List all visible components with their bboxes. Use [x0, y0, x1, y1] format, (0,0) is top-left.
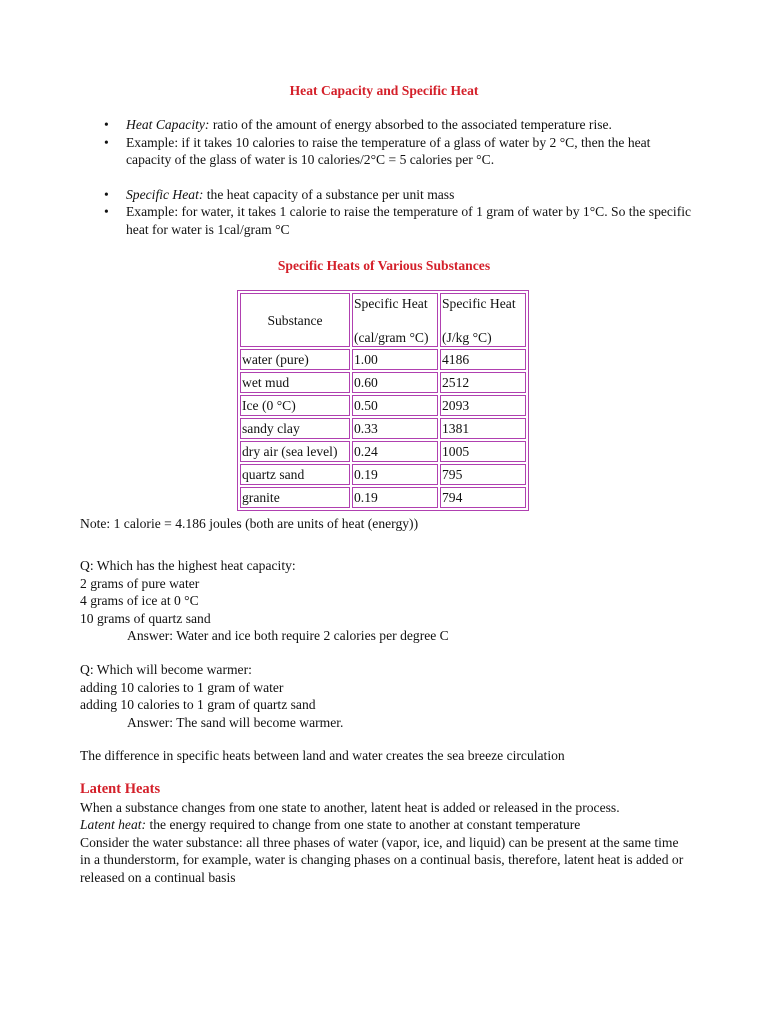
question-1 — [80, 557, 700, 645]
cell-substance: quartz sand — [240, 464, 350, 485]
header-label: Specific Heat — [354, 295, 428, 311]
table-row — [240, 349, 526, 370]
cell-substance: sandy clay — [240, 418, 350, 439]
cell-cal: 1.00 — [352, 349, 438, 370]
cell-j: 1381 — [440, 418, 526, 439]
question-1-answer: Answer: Water and ice both require 2 calories per degree C — [127, 628, 449, 643]
question-2 — [80, 661, 700, 731]
bullet-dot: • — [104, 204, 109, 219]
latent-heats-section — [80, 781, 700, 886]
cell-substance: wet mud — [240, 372, 350, 393]
question-1-option: 10 grams of quartz sand — [80, 610, 211, 626]
table-row — [240, 441, 526, 462]
bullet-heat-capacity-example — [104, 134, 694, 169]
cell-j: 4186 — [440, 349, 526, 370]
cell-cal: 0.19 — [352, 487, 438, 508]
specific-heats-table — [237, 290, 529, 511]
heat-capacity-bullets — [104, 116, 694, 238]
cell-j: 2512 — [440, 372, 526, 393]
table-row — [240, 372, 526, 393]
sea-breeze-text: The difference in specific heats between land and water creates the sea breeze circulation — [80, 748, 565, 763]
latent-line-2 — [80, 816, 700, 834]
note-text: Note: 1 calorie = 4.186 joules (both are units of heat (energy)) — [80, 516, 419, 531]
cell-j: 795 — [440, 464, 526, 485]
header-unit: (cal/gram °C) — [354, 329, 429, 345]
cell-j: 2093 — [440, 395, 526, 416]
cell-cal: 0.60 — [352, 372, 438, 393]
latent-line-3: Consider the water substance: all three phases of water (vapor, ice, and liquid) can be present at the same time — [80, 834, 679, 850]
bullet-dot: • — [104, 186, 109, 202]
bullet-dot: • — [104, 134, 109, 150]
cell-cal: 0.24 — [352, 441, 438, 462]
question-1-option: 4 grams of ice at 0 °C — [80, 593, 199, 608]
bullet-dot: • — [104, 117, 109, 132]
header-label: Specific Heat — [442, 295, 516, 311]
example-heat-capacity: Example: if it takes 10 calories to raise the temperature of a glass of water by 2 °C, then the heat capacity of the glass of water is 10 calories/2°C = 5 calories per °C. — [126, 134, 651, 167]
cell-substance: water (pure) — [240, 349, 350, 370]
cell-j: 794 — [440, 487, 526, 508]
header-substance-label: Substance — [267, 312, 323, 328]
latent-line-1: When a substance changes from one state to another, latent heat is added or released in the process. — [80, 799, 620, 815]
table-row — [240, 418, 526, 439]
latent-heats-heading: Latent Heats — [80, 781, 161, 797]
table-header-row — [240, 293, 526, 347]
bullet-heat-capacity — [104, 116, 694, 134]
question-2-option: adding 10 calories to 1 gram of quartz sand — [80, 697, 316, 712]
header-substance — [240, 293, 350, 347]
cell-substance: granite — [240, 487, 350, 508]
bullet-specific-heat — [104, 186, 694, 204]
question-2-text: Q: Which will become warmer: — [80, 662, 252, 677]
question-2-option: adding 10 calories to 1 gram of water — [80, 679, 284, 695]
table-row — [240, 464, 526, 485]
latent-line-4: in a thunderstorm, for example, water is changing phases on a continual basis, therefore, latent heat is added or released on a continual basis — [80, 852, 684, 885]
cell-substance: dry air (sea level) — [240, 441, 350, 462]
question-1-text: Q: Which has the highest heat capacity: — [80, 558, 296, 573]
cell-cal: 0.33 — [352, 418, 438, 439]
term-heat-capacity: Heat Capacity: — [126, 117, 210, 132]
header-specific-heat-j — [440, 293, 526, 347]
bullet-specific-heat-example — [104, 203, 694, 238]
header-unit: (J/kg °C) — [442, 329, 492, 345]
table-row — [240, 395, 526, 416]
cell-cal: 0.19 — [352, 464, 438, 485]
definition-specific-heat: the heat capacity of a substance per unit mass — [203, 186, 455, 202]
definition-heat-capacity: ratio of the amount of energy absorbed to the associated temperature rise. — [209, 117, 612, 132]
term-latent-heat: Latent heat: — [80, 817, 147, 832]
page-title: Heat Capacity and Specific Heat — [289, 83, 479, 98]
cell-substance: Ice (0 °C) — [240, 395, 350, 416]
example-specific-heat: Example: for water, it takes 1 calorie to raise the temperature of 1 gram of water by 1°C. So the specific heat for water is 1cal/gram °C — [126, 204, 692, 237]
definition-latent-heat: the energy required to change from one state to another at constant temperature — [146, 817, 581, 832]
term-specific-heat: Specific Heat: — [126, 186, 204, 202]
cell-cal: 0.50 — [352, 395, 438, 416]
table-title: Specific Heats of Various Substances — [277, 258, 491, 273]
question-1-option: 2 grams of pure water — [80, 575, 200, 591]
question-2-answer: Answer: The sand will become warmer. — [127, 714, 344, 730]
table-row — [240, 487, 526, 508]
header-specific-heat-cal — [352, 293, 438, 347]
cell-j: 1005 — [440, 441, 526, 462]
